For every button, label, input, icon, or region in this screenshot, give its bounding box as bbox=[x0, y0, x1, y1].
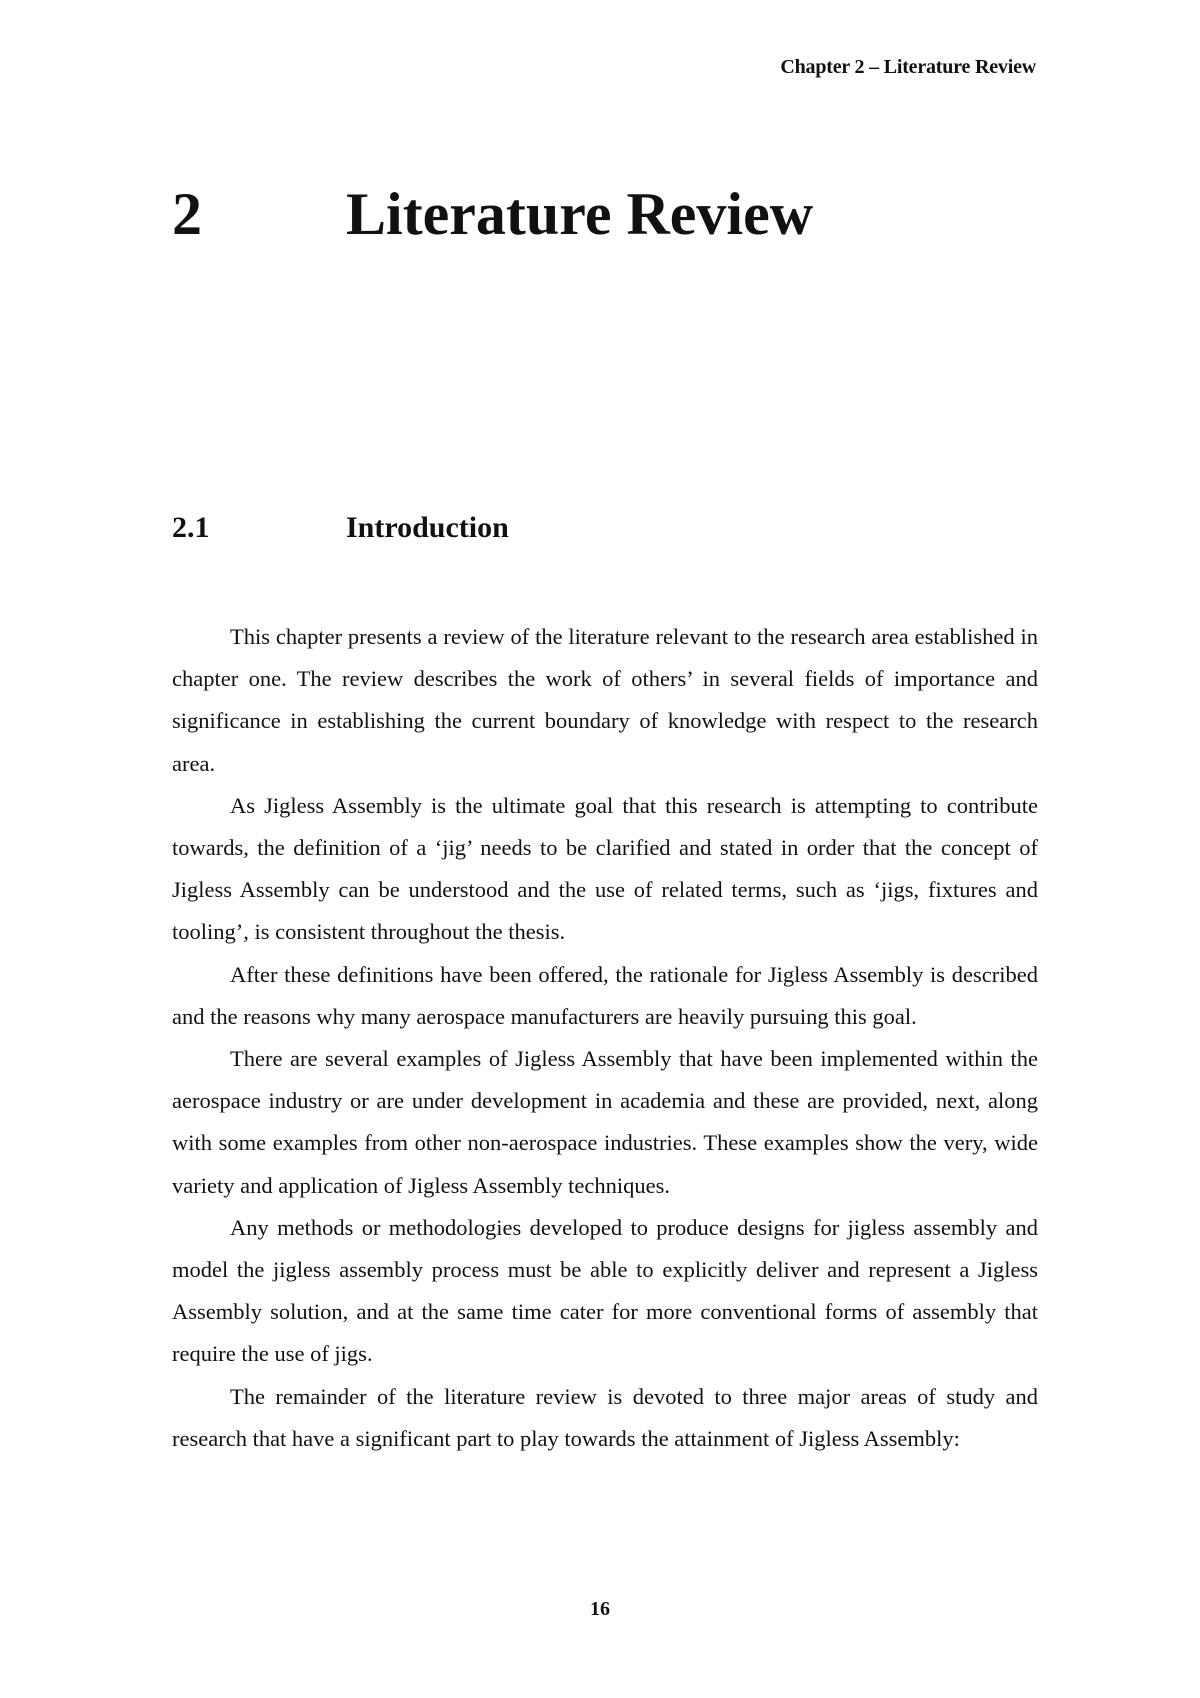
section-number: 2.1 bbox=[172, 511, 210, 544]
paragraph: This chapter presents a review of the literature relevant to the research area established in chapter one. The review describes the work of others’ in several fields of importance and significance in establishing the current boundary of knowledge with respect to the research area. bbox=[172, 624, 1038, 776]
chapter-number: 2 bbox=[172, 181, 202, 247]
paragraph: After these definitions have been offered, the rationale for Jigless Assembly is described and the reasons why many aerospace manufacturers are heavily pursuing this goal. bbox=[172, 961, 1038, 1029]
paragraph: The remainder of the literature review is devoted to three major areas of study and research that have a significant part to play towards the attainment of Jigless Assembly: bbox=[172, 1383, 1038, 1451]
paragraph: As Jigless Assembly is the ultimate goal that this research is attempting to contribute towards, the definition of a ‘jig’ needs to be clarified and stated in order that the concept of Jigless Assembly can be understood and the use of related terms, such as ‘jigs, fixtures and tooling’, is consistent throughout the thesis. bbox=[172, 792, 1038, 945]
page-number: 16 bbox=[590, 1598, 610, 1620]
paragraph: Any methods or methodologies developed to produce designs for jigless assembly and model the jigless assembly process must be able to explicitly deliver and represent a Jigless Assembly solution, and at the same time cater for more conventional forms of assembly that require the use of jigs. bbox=[172, 1214, 1038, 1367]
section-title: Introduction bbox=[346, 511, 509, 544]
chapter-title: Literature Review bbox=[346, 181, 814, 247]
running-header: Chapter 2 – Literature Review bbox=[780, 56, 1036, 78]
body-text bbox=[172, 616, 1038, 1460]
paragraph: There are several examples of Jigless Assembly that have been implemented within the aerospace industry or are under development in academia and these are provided, next, along with some examples from other non-aerospace industries. These examples show the very, wide variety and application of Jigless Assembly techniques. bbox=[172, 1046, 1038, 1198]
